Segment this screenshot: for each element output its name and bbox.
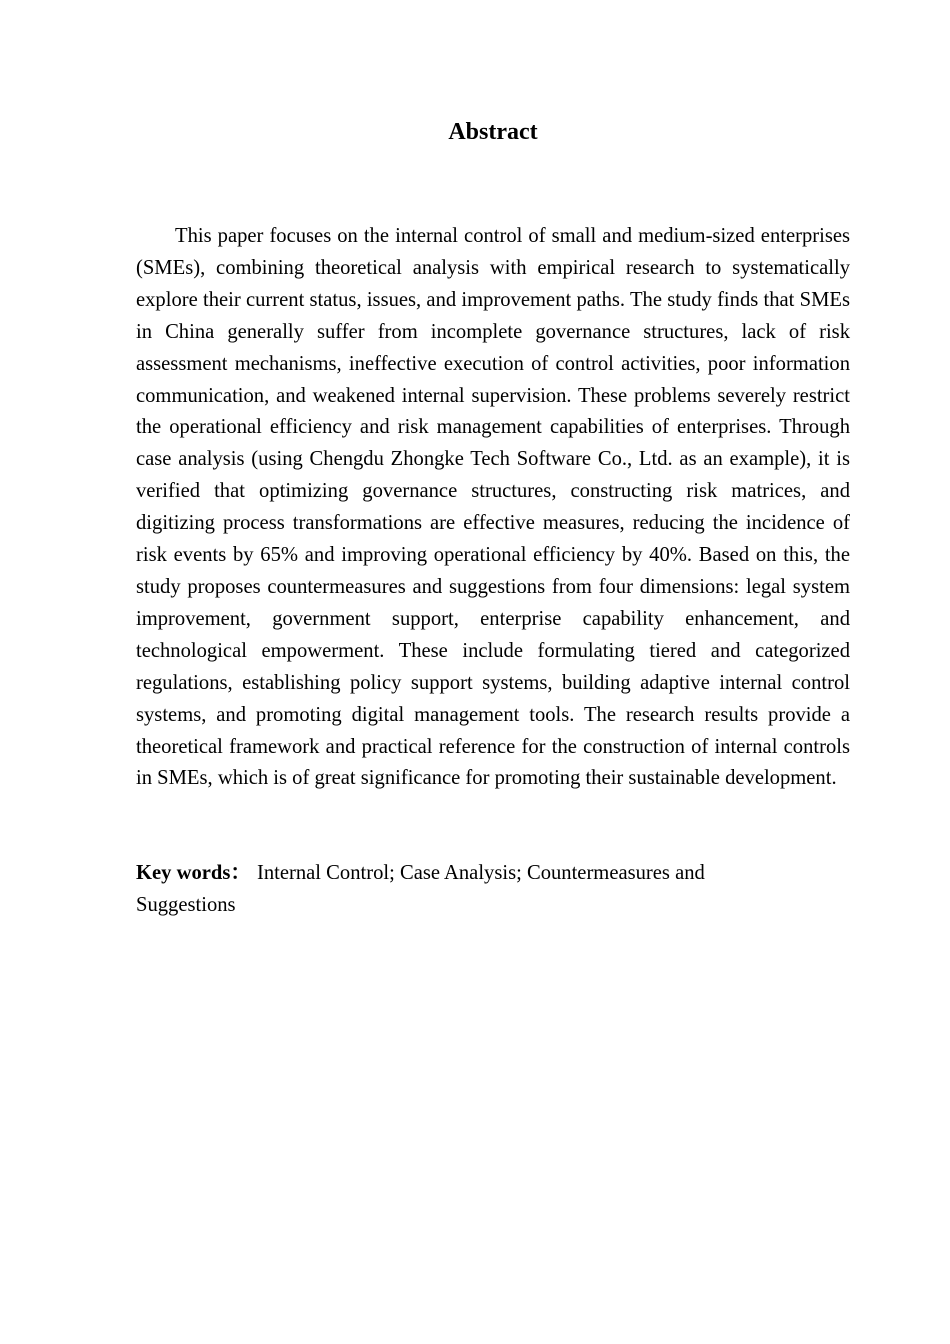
keywords-line — [136, 858, 776, 922]
keywords-text: Internal Control; Case Analysis; Countermeasures and Suggestions — [136, 862, 705, 916]
keywords-separator: ： — [230, 862, 251, 884]
abstract-title: Abstract — [448, 119, 538, 145]
abstract-body: This paper focuses on the internal control of small and medium-sized enterprises (SMEs), combining theoretical analysis with empirical research to systematically explore their current status, issues, and improvement paths. The study finds that SMEs in China generally suffer from incomplete governance structures, lack of risk assessment mechanisms, ineffective execution of control activities, poor information communication, and weakened internal supervision. These problems severely restrict the operational efficiency and risk management capabilities of enterprises. Through case analysis (using Chengdu Zhongke Tech Software Co., Ltd. as an example), it is verified that optimizing governance structures, constructing risk matrices, and digitizing process transformations are effective measures, reducing the incidence of risk events by 65% and improving operational efficiency by 40%. Based on this, the study proposes countermeasures and suggestions from four dimensions: legal system improvement, government support, enterprise capability enhancement, and technological empowerment. These include formulating tiered and categorized regulations, establishing policy support systems, building adaptive internal control systems, and promoting digital management tools. The research results provide a theoretical framework and practical reference for the construction of internal controls in SMEs, which is of great significance for promoting their sustainable development. — [136, 225, 850, 790]
keywords-label: Key words — [136, 862, 231, 884]
